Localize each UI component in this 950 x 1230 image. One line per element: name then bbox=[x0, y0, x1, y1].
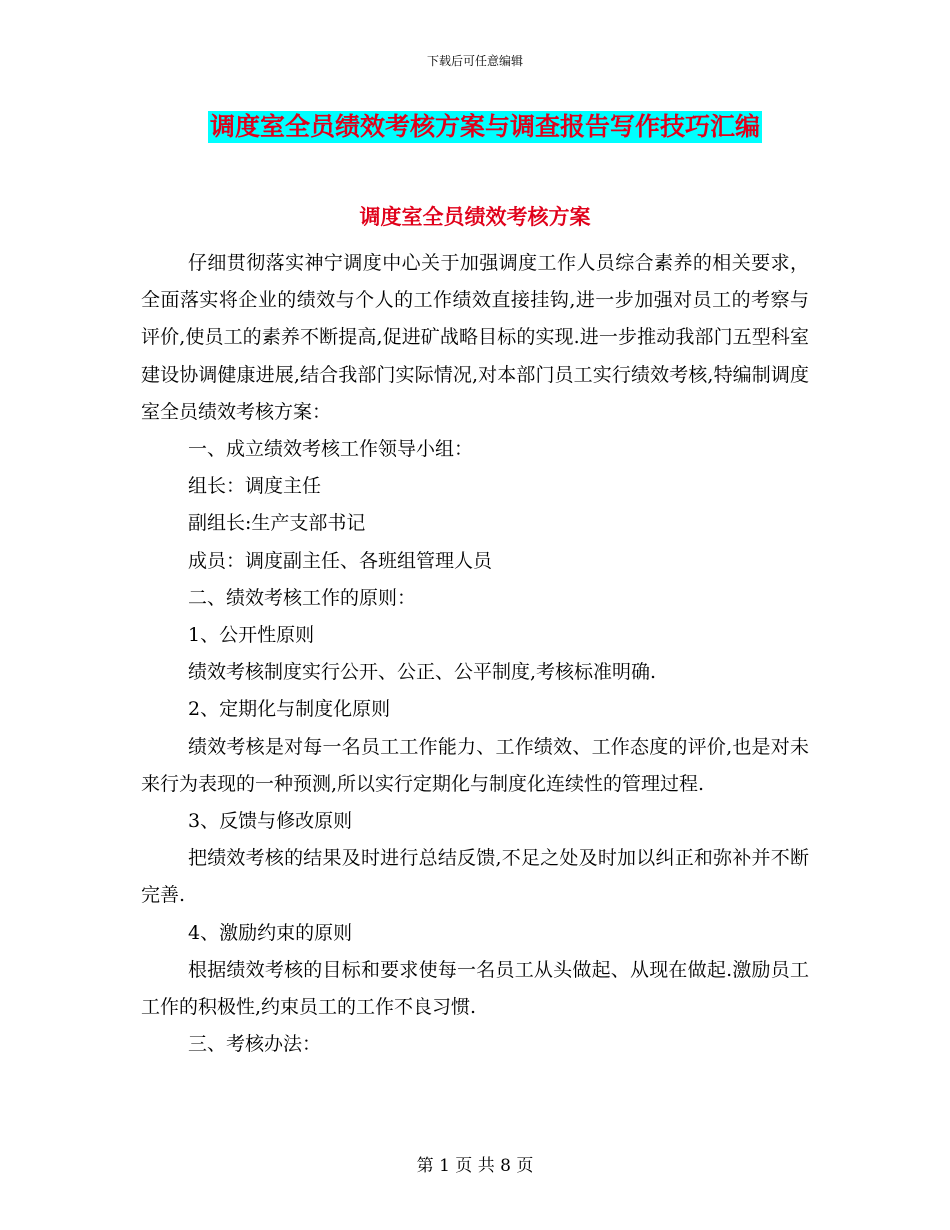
document-title: 调度室全员绩效考核方案与调查报告写作技巧汇编 bbox=[210, 112, 761, 141]
paragraph-deputy-leader: 副组长:生产支部书记 bbox=[188, 512, 366, 535]
paragraph-leader: 组长：调度主任 bbox=[188, 475, 322, 498]
heading-leadership-group: 一、成立绩效考核工作领导小组： bbox=[188, 438, 474, 461]
principle-2-text: 绩效考核是对每一名员工工作能力、工作绩效、工作态度的评价,也是对未来行为表现的一种预测,所以实行定期化与制度化连续性的管理过程. bbox=[141, 735, 809, 795]
paragraph-intro: 仔细贯彻落实神宁调度中心关于加强调度工作人员综合素养的相关要求，全面落实将企业的绩效与个人的工作绩效直接挂钩,进一步加强对员工的考察与评价,使员工的素养不断提高,促进矿战略目标的实现.进一步推动我部门五型科室建设协调健康进展,结合我部门实际情况,对本部门员工实行绩效考核,特编制调度室全员绩效考核方案： bbox=[141, 252, 809, 423]
heading-assessment-method: 三、考核办法： bbox=[188, 1033, 322, 1056]
principle-4-title: 4、激励约束的原则 bbox=[188, 921, 353, 944]
page-footer: 第 1 页 共 8 页 bbox=[416, 1156, 534, 1176]
principle-3-title: 3、反馈与修改原则 bbox=[188, 810, 353, 833]
heading-principles: 二、绩效考核工作的原则： bbox=[188, 586, 417, 609]
principle-2-title: 2、定期化与制度化原则 bbox=[188, 698, 391, 721]
header-note: 下载后可任意编辑 bbox=[426, 54, 523, 68]
principle-1-title: 1、公开性原则 bbox=[188, 624, 315, 647]
principle-1-text: 绩效考核制度实行公开、公正、公平制度,考核标准明确. bbox=[188, 661, 657, 684]
principle-3-text: 把绩效考核的结果及时进行总结反馈,不足之处及时加以纠正和弥补并不断完善. bbox=[141, 847, 809, 907]
paragraph-members: 成员：调度副主任、各班组管理人员 bbox=[188, 549, 493, 572]
body-text bbox=[141, 245, 809, 1063]
principle-4-text: 根据绩效考核的目标和要求使每一名员工从头做起、从现在做起.激励员工工作的积极性,约束员工的工作不良习惯. bbox=[141, 958, 809, 1019]
section-title: 调度室全员绩效考核方案 bbox=[359, 205, 591, 229]
